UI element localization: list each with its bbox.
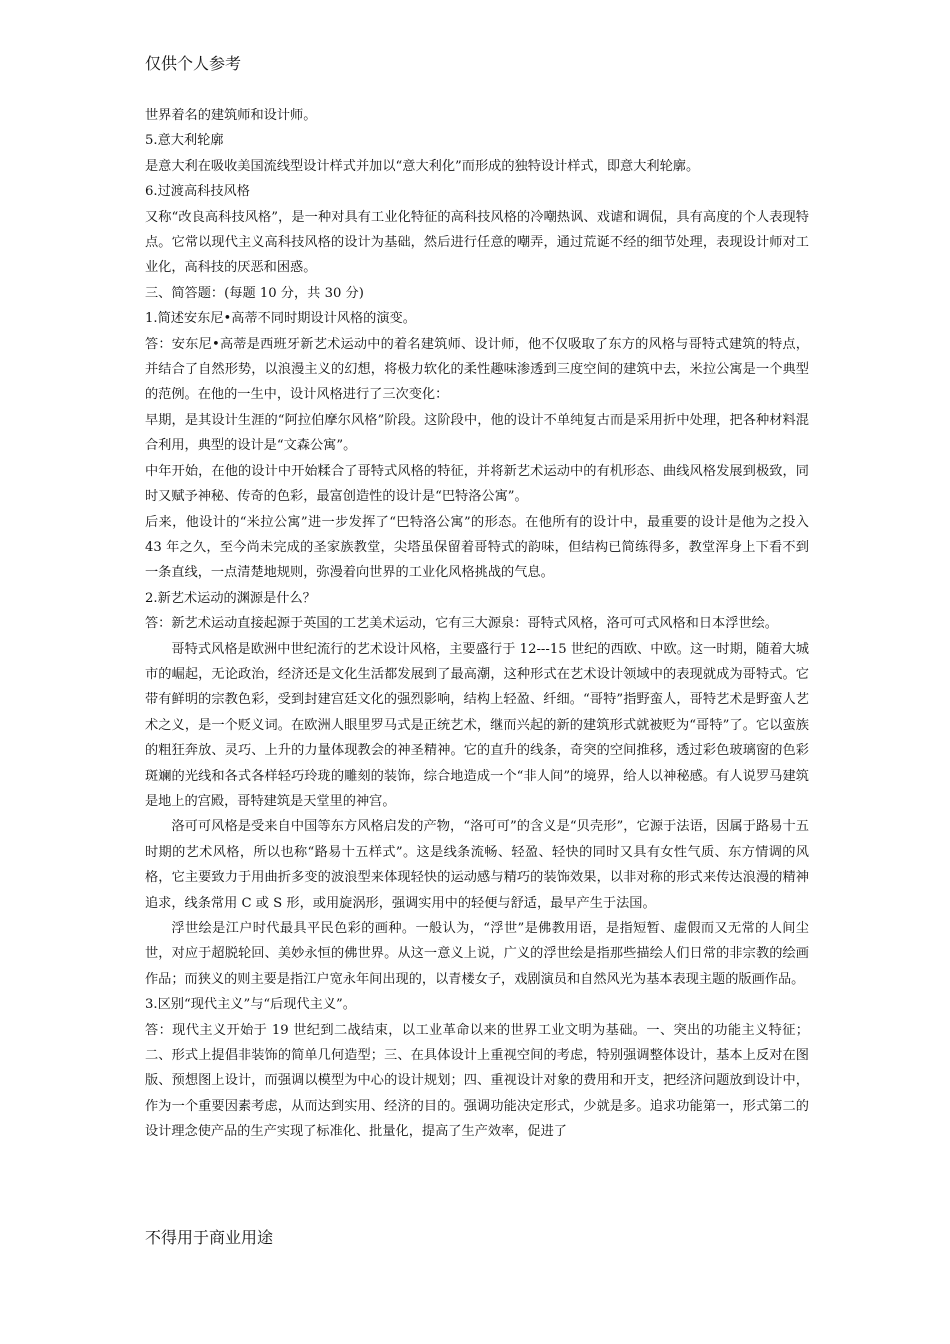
- paragraph: 后来，他设计的“米拉公寓”进一步发挥了“巴特洛公寓”的形态。在他所有的设计中，最重要的设计是他为之投入 43 年之久，至今尚未完成的圣家族教堂，尖塔虽保留着哥特式的韵味，但结构已简练得多，教堂浑身上下看不到一条直线，一点清楚地规则，弥漫着向世界的工业化风格挑战的气息。: [145, 514, 809, 581]
- paragraph: 浮世绘是江户时代最具平民色彩的画种。一般认为，“浮世”是佛教用语，是指短暂、虚假而又无常的人间尘世，对应于超脱轮回、美妙永恒的佛世界。从这一意义上说，广义的浮世绘是指那些描绘人们日常的非宗教的绘画作品；而狭义的则主要是指江户宽永年间出现的，以青楼女子，戏剧演员和自然风光为基本表现主题的版画作品。: [145, 921, 809, 987]
- paragraph: 洛可可风格是受来自中国等东方风格启发的产物，“洛可可”的含义是“贝壳形”，它源于法语，因属于路易十五时期的艺术风格，所以也称“路易十五样式”。这是线条流畅、轻盈、轻快的同时又具有女性气质、东方情调的风格，它主要致力于用曲折多变的波浪型来体现轻快的运动感与精巧的装饰效果，以非对称的形式来传达浪漫的精神追求，线条常用 C 或 S 形，或用旋涡形，强调实用中的轻便与舒适，最早产生于法国。: [145, 819, 809, 911]
- paragraph: 答：现代主义开始于 19 世纪到二战结束，以工业革命以来的世界工业文明为基础。一、突出的功能主义特征；二、形式上提倡非装饰的简单几何造型；三、在具体设计上重视空间的考虑，特别强调整体设计，基本上反对在图版、预想图上设计，而强调以模型为中心的设计规划；四、重视设计对象的费用和开支，把经济问题放到设计中，作为一个重要因素考虑，从而达到实用、经济的目的。强调功能决定形式，少就是多。追求功能第一，形式第二的设计理念使产品的生产实现了标准化、批量化，提高了生产效率，促进了: [145, 1022, 809, 1140]
- paragraph: 又称“改良高科技风格”，是一种对具有工业化特征的高科技风格的冷嘲热讽、戏谑和调侃，具有高度的个人表现特点。它常以现代主义高科技风格的设计为基础，然后进行任意的嘲弄，通过荒诞不经的细节处理，表现设计师对工业化，高科技的厌恶和困惑。: [145, 209, 809, 276]
- header-note: 仅供个人参考: [145, 54, 242, 73]
- paragraph: 中年开始，在他的设计中开始糅合了哥特式风格的特征，并将新艺术运动中的有机形态、曲线风格发展到极致，同时又赋予神秘、传奇的色彩，最富创造性的设计是“巴特洛公寓”。: [145, 463, 809, 505]
- paragraph: 哥特式风格是欧洲中世纪流行的艺术设计风格，主要盛行于 12---15 世纪的西欧、中欧。这一时期，随着大城市的崛起，无论政治，经济还是文化生活都发展到了最高潮，这种形式在艺术设计领域中的表现就成为哥特式。它带有鲜明的宗教色彩，受到封建宫廷文化的强烈影响，结构上轻盈、纤细。“哥特”指野蛮人，哥特艺术是野蛮人艺术之义，是一个贬义词。在欧洲人眼里罗马式是正统艺术，继而兴起的新的建筑形式就被贬为“哥特”了。它以蛮族的粗狂奔放、灵巧、上升的力量体现教会的神圣精神。它的直升的线条，奇突的空间推移，透过彩色玻璃窗的色彩斑斓的光线和各式各样轻巧玲珑的雕刻的装饰，综合地造成一个“非人间”的境界，给人以神秘感。有人说罗马建筑是地上的宫殿，哥特建筑是天堂里的神宫。: [145, 641, 809, 809]
- paragraph: 答：新艺术运动直接起源于英国的工艺美术运动，它有三大源泉：哥特式风格，洛可可式风格和日本浮世绘。: [145, 616, 778, 632]
- section-heading: 5.意大利轮廓: [145, 133, 224, 149]
- section-heading: 三、简答题：(每题 10 分，共 30 分): [145, 285, 364, 301]
- paragraph: 是意大利在吸收美国流线型设计样式并加以“意大利化”而形成的独特设计样式，即意大利轮廓。: [145, 158, 700, 174]
- section-heading: 6.过渡高科技风格: [145, 184, 250, 200]
- paragraph: 世界着名的建筑师和设计师。: [145, 108, 317, 123]
- paragraph: 答：安东尼•高蒂是西班牙新艺术运动中的着名建筑师、设计师，他不仅吸取了东方的风格与哥特式建筑的特点，并结合了自然形势，以浪漫主义的幻想，将极力软化的柔性趣味渗透到三度空间的建筑中去，米拉公寓是一个典型的范例。在他的一生中，设计风格进行了三次变化：: [145, 336, 809, 403]
- document-body: [145, 103, 809, 1145]
- question: 2.新艺术运动的渊源是什么？: [145, 590, 316, 606]
- paragraph: 早期，是其设计生涯的“阿拉伯摩尔风格”阶段。这阶段中，他的设计不单纯复古而是采用折中处理，把各种材料混合利用，典型的设计是“文森公寓”。: [145, 412, 809, 454]
- question: 3.区别“现代主义”与“后现代主义”。: [145, 997, 356, 1013]
- question: 1.简述安东尼•高蒂不同时期设计风格的演变。: [145, 311, 416, 327]
- footer-note: 不得用于商业用途: [145, 1228, 274, 1247]
